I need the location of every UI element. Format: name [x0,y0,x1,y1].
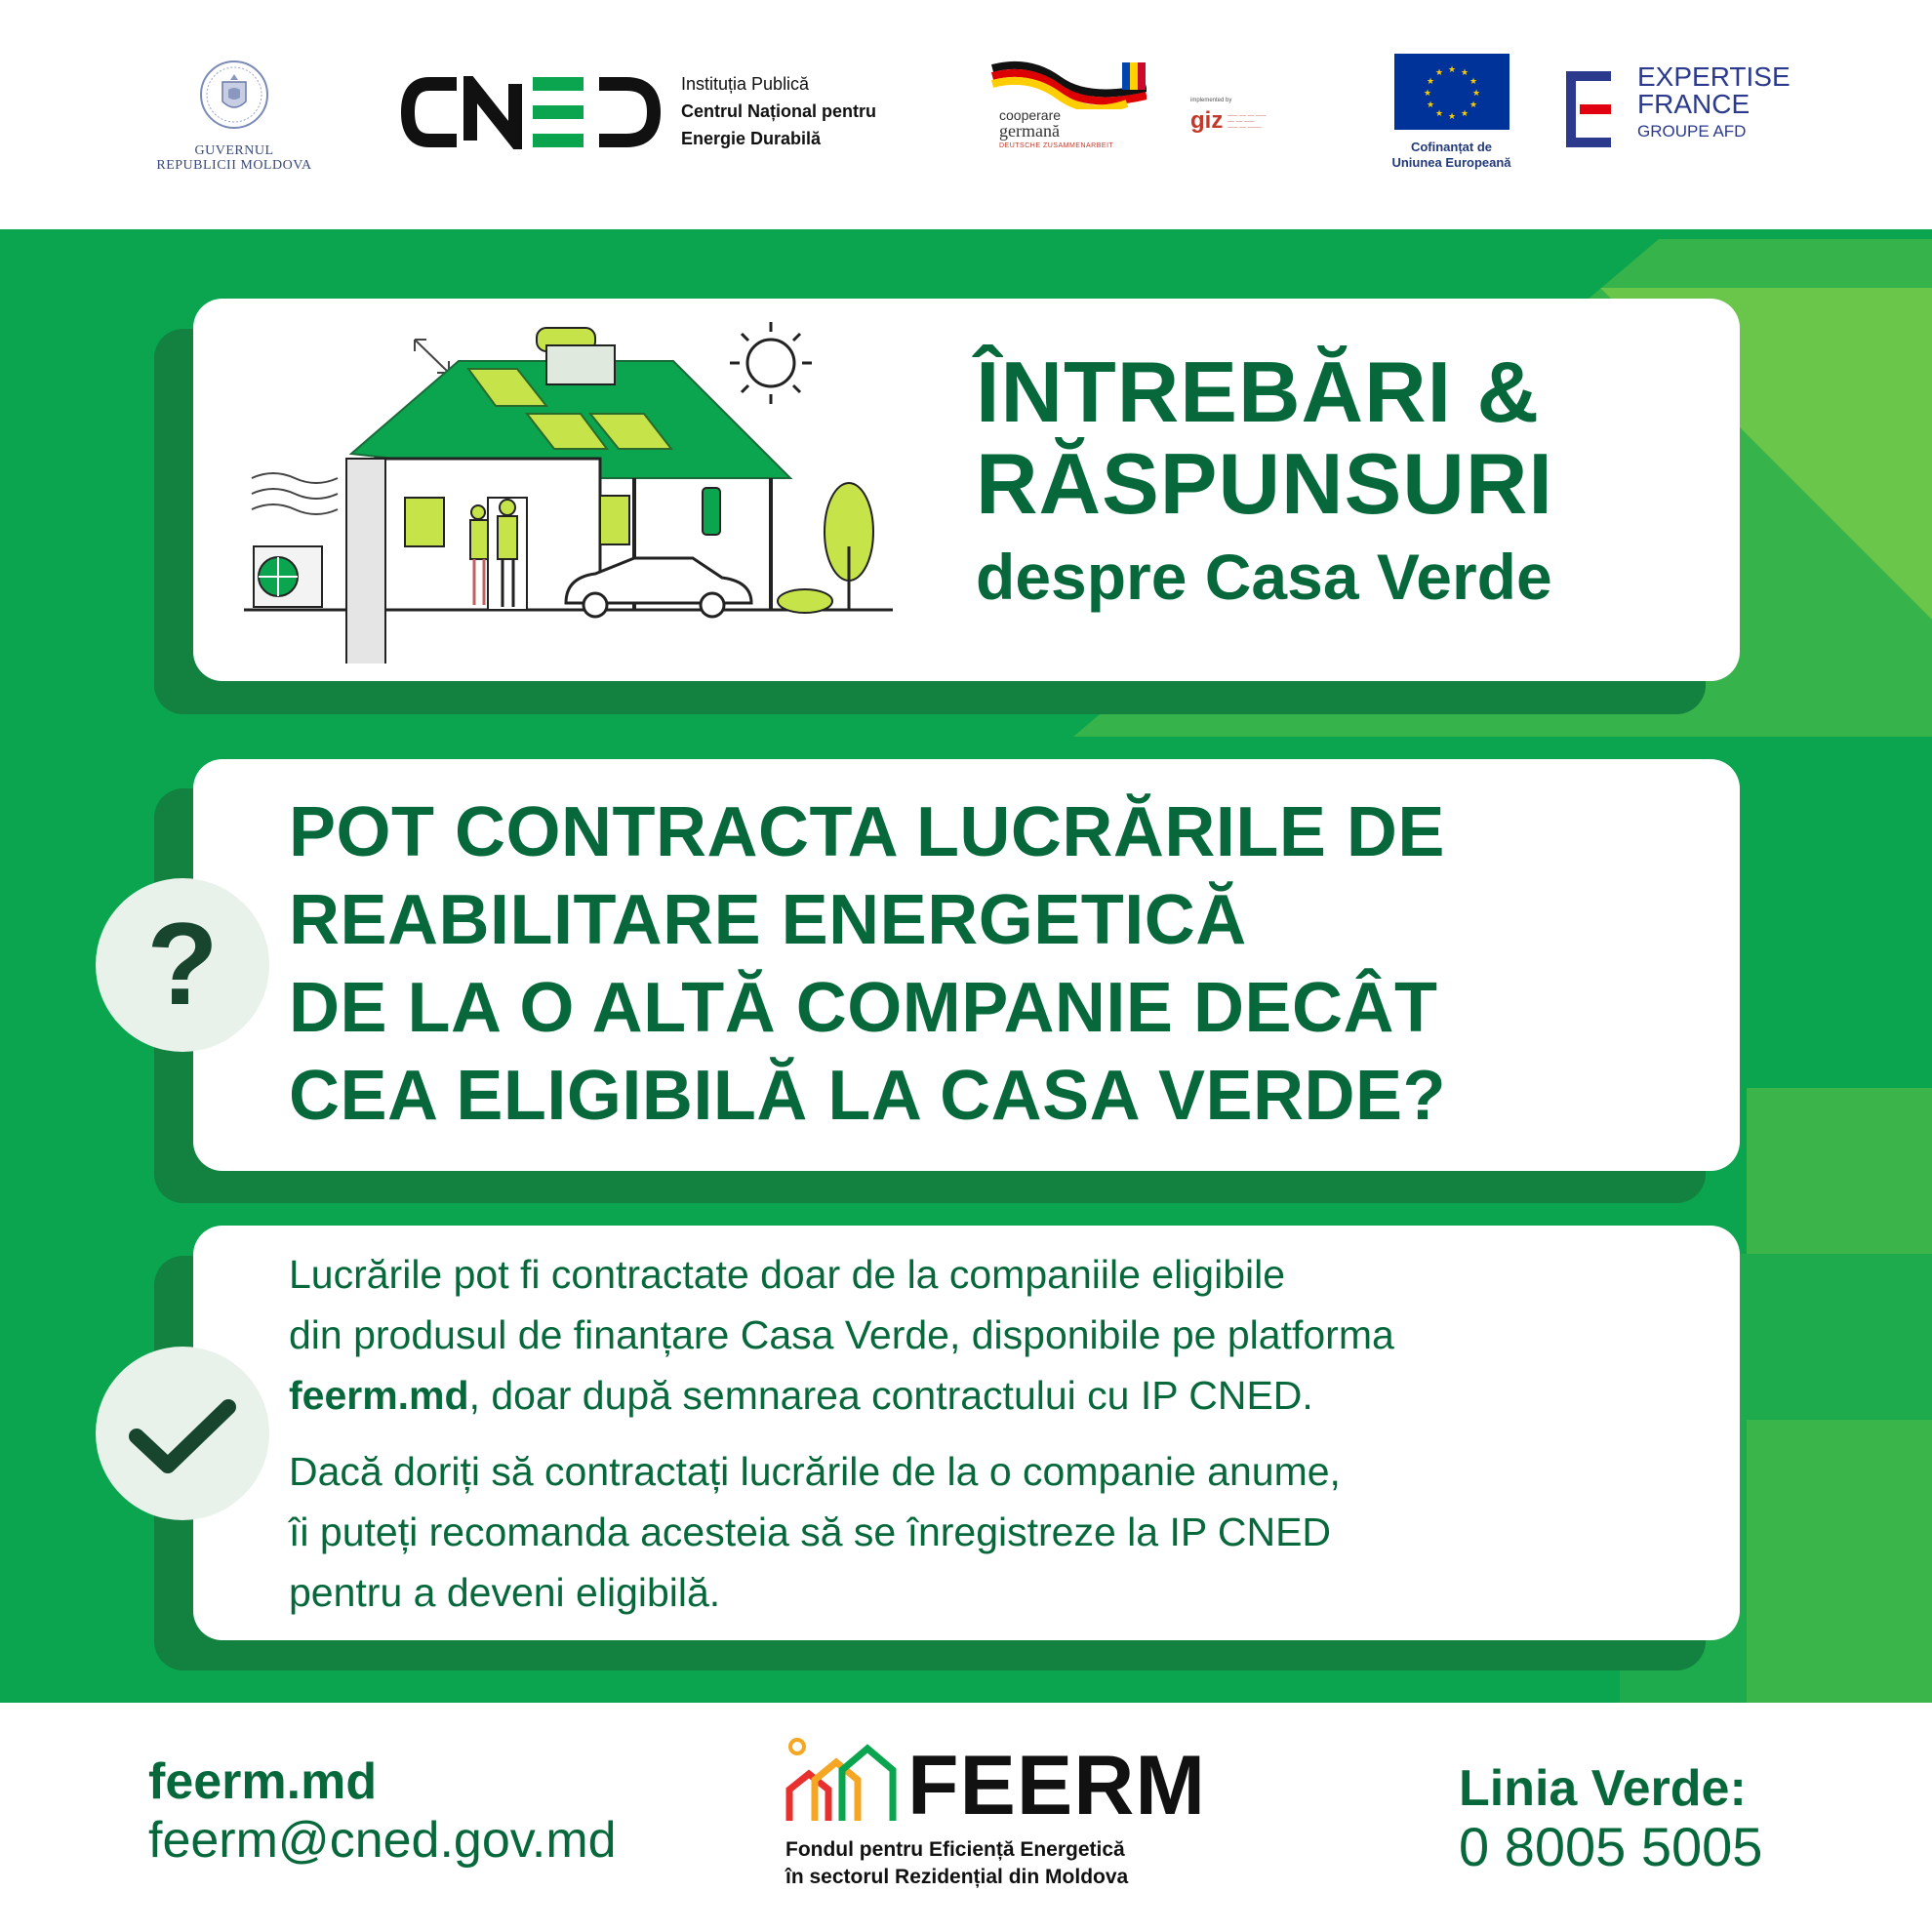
german-moldovan-flag-ribbon-icon [990,59,1147,109]
answer-text [289,1244,1713,1623]
feerm-wordmark: FEERM [907,1739,1206,1832]
question-line-1: POT CONTRACTA LUCRĂRILE DE [289,793,1445,871]
question-badge [96,878,269,1052]
svg-text:★: ★ [1460,109,1469,119]
answer-badge [96,1347,269,1520]
contact-footer [0,1703,1932,1932]
svg-text:★: ★ [1460,68,1469,78]
gov-name-line2: REPUBLICII MOLDOVA [156,158,312,173]
svg-text:★: ★ [1469,77,1477,87]
answer-p2-line2: îi puteți recomanda acesteia să se înregistreze la IP CNED [289,1509,1332,1554]
question-line-3: DE LA O ALTĂ COMPANIE DECÂT [289,969,1438,1047]
cned-name-line1: Centrul Național pentru [681,101,877,121]
answer-p1-line1: Lucrările pot fi contractate doar de la companiile eligibile [289,1252,1286,1297]
cned-institution: Instituția Publică [681,74,810,94]
svg-text:★: ★ [1426,77,1434,87]
feerm-logo [785,1737,1205,1903]
question-line-4: CEA ELIGIBILĂ LA CASA VERDE? [289,1057,1447,1135]
question-line-2: REABILITARE ENERGETICĂ [289,881,1247,959]
cooperation-line3: DEUTSCHE ZUSAMMENARBEIT [999,142,1114,149]
answer-p1-line3: , doar după semnarea contractului cu IP CNED. [468,1373,1313,1418]
giz-wordmark: giz [1190,107,1224,134]
svg-text:★: ★ [1469,101,1477,110]
partner-logos-header [0,0,1932,229]
eu-caption-line2: Uniunea Europeană [1391,155,1511,170]
giz-implemented-by: implemented by [1190,98,1232,103]
question-text [289,788,1713,1140]
qa-title-line2: RĂSPUNSURI [976,435,1553,532]
expertise-line3: GROUPE AFD [1637,122,1747,141]
qa-title-line1: ÎNTREBĂRI & [976,343,1541,440]
moldova-coat-of-arms-icon [197,57,271,133]
svg-text:★: ★ [1423,89,1431,99]
green-house-illustration [244,312,907,664]
government-of-moldova-logo [146,57,322,179]
cned-name-line2: Energie Durabilă [681,129,822,148]
feerm-houses-icon [785,1737,903,1825]
expertise-france-logo [1566,63,1810,151]
svg-text:★: ★ [1447,65,1456,75]
eu-flag-icon [1394,54,1509,130]
cned-wordmark-icon [400,76,664,149]
qa-subtitle: despre Casa Verde [976,541,1552,613]
website-link[interactable]: feerm.md [148,1753,378,1810]
svg-text:★: ★ [1447,112,1456,122]
expertise-france-e-mark-icon [1566,71,1613,147]
giz-fine-print: ─── ── ── ─── ── ── ─── ─── ── ──── [1228,113,1267,131]
hotline-number[interactable]: 0 8005 5005 [1459,1816,1763,1877]
giz-logo [1190,98,1308,137]
answer-p2-line1: Dacă doriți să contractați lucrările de la o companie anume, [289,1449,1341,1494]
answer-paragraph-2 [289,1441,1713,1623]
qa-title [976,343,1553,618]
svg-text:★: ★ [1434,109,1443,119]
svg-text:★: ★ [1426,101,1434,110]
answer-p1-line2: din produsul de finanțare Casa Verde, disponibile pe platforma [289,1312,1394,1357]
german-cooperation-logo [990,59,1147,156]
cooperation-line2: germană [999,121,1060,141]
cooperation-line1: cooperare [999,107,1062,123]
question-mark-icon: ? [146,899,219,1029]
eu-cofunded-logo [1390,54,1512,176]
cned-logo [400,68,907,156]
answer-p2-line3: pentru a deveni eligibilă. [289,1570,721,1615]
eu-caption-line1: Cofinanțat de [1410,140,1493,154]
email-link[interactable]: feerm@cned.gov.md [148,1812,617,1869]
hotline-label: Linia Verde: [1459,1760,1747,1817]
svg-text:★: ★ [1434,68,1443,78]
svg-text:★: ★ [1471,89,1480,99]
feerm-subtitle-line2: în sectorul Rezidențial din Moldova [785,1866,1129,1888]
expertise-line1: EXPERTISE [1637,61,1791,92]
answer-paragraph-1 [289,1244,1713,1426]
feerm-link-inline[interactable]: feerm.md [289,1373,469,1418]
gov-name-line1: GUVERNUL [194,143,274,158]
hotline [1459,1761,1762,1878]
contact-links [148,1753,617,1871]
expertise-line2: FRANCE [1637,89,1751,119]
feerm-subtitle-line1: Fondul pentru Eficiență Energetică [785,1838,1125,1861]
checkmark-icon [96,1347,269,1520]
